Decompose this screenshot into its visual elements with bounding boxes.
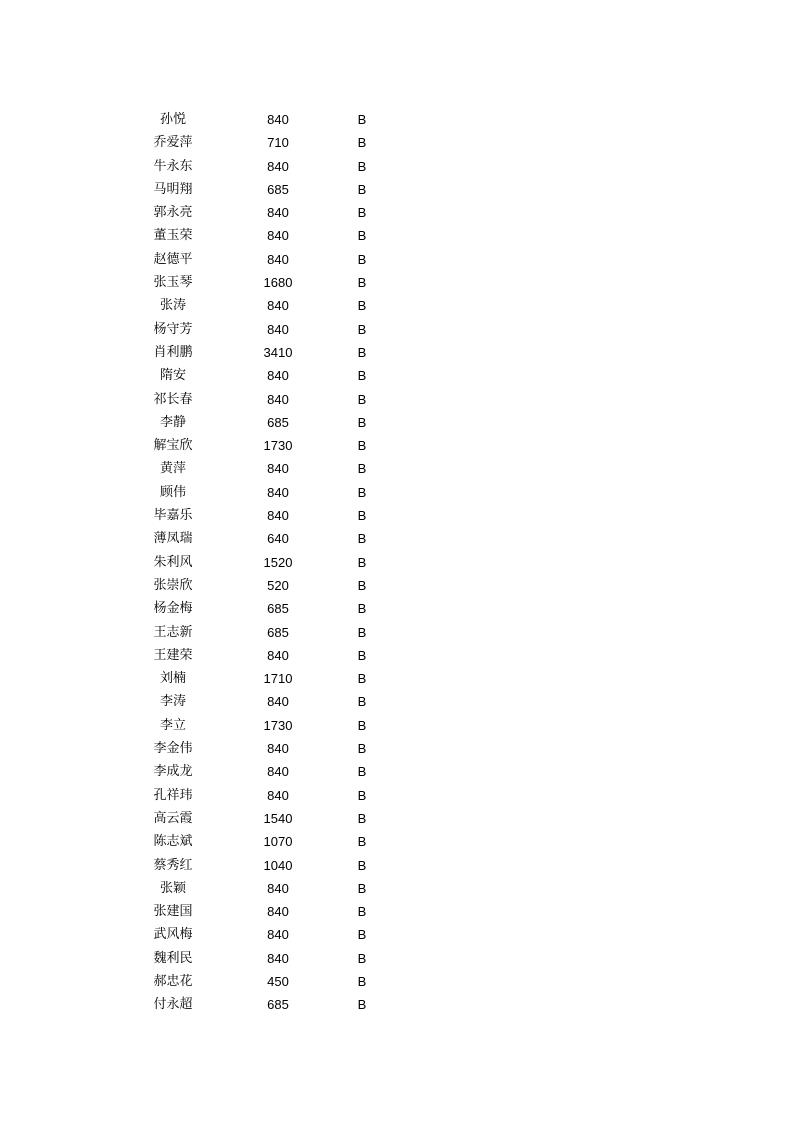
person-name-cell: 张涛	[159, 298, 186, 314]
table-row	[0, 341, 793, 364]
amount-cell: 685	[267, 601, 289, 617]
person-name-cell: 武风梅	[153, 927, 193, 943]
amount-cell: 840	[267, 321, 289, 337]
person-name-cell: 马明翔	[153, 181, 193, 197]
table-row	[0, 178, 793, 201]
person-name-cell: 高云霞	[153, 810, 193, 826]
grade-cell: B	[357, 391, 367, 407]
grade-cell: B	[357, 717, 367, 733]
amount-cell: 1730	[263, 717, 293, 733]
grade-cell: B	[357, 414, 367, 430]
amount-cell: 1710	[263, 671, 293, 687]
grade-cell: B	[357, 624, 367, 640]
grade-cell: B	[357, 694, 367, 710]
grade-cell: B	[357, 251, 367, 267]
table-row	[0, 224, 793, 247]
person-name-cell: 朱利风	[153, 554, 193, 570]
grade-cell: B	[357, 275, 367, 291]
table-row	[0, 527, 793, 550]
table-row	[0, 760, 793, 783]
amount-cell: 840	[267, 764, 289, 780]
person-name-cell: 张崇欣	[153, 577, 193, 593]
grade-cell: B	[357, 601, 367, 617]
grade-cell: B	[357, 857, 367, 873]
person-name-cell: 董玉荣	[153, 228, 193, 244]
amount-cell: 685	[267, 414, 289, 430]
table-row	[0, 737, 793, 760]
table-row	[0, 993, 793, 1016]
table-row	[0, 597, 793, 620]
person-name-cell: 王建荣	[153, 647, 193, 663]
table-row	[0, 551, 793, 574]
amount-cell: 840	[267, 112, 289, 127]
table-row	[0, 807, 793, 830]
table-row	[0, 504, 793, 527]
table-row	[0, 411, 793, 434]
amount-cell: 840	[267, 391, 289, 407]
person-name-cell: 李金伟	[153, 741, 193, 757]
amount-cell: 840	[267, 484, 289, 500]
amount-cell: 840	[267, 694, 289, 710]
grade-cell: B	[357, 950, 367, 966]
person-name-cell: 付永超	[153, 997, 193, 1013]
person-name-cell: 肖利鹏	[153, 344, 193, 360]
amount-cell: 840	[267, 741, 289, 757]
amount-cell: 840	[267, 298, 289, 314]
person-name-cell: 张玉琴	[153, 275, 193, 291]
table-row	[0, 574, 793, 597]
person-name-cell: 隋安	[159, 368, 186, 384]
person-name-cell: 祁长春	[153, 391, 193, 407]
grade-cell: B	[357, 834, 367, 850]
amount-cell: 1520	[263, 554, 293, 570]
person-name-cell: 张颖	[159, 880, 186, 896]
table-row	[0, 947, 793, 970]
person-name-cell: 李成龙	[153, 764, 193, 780]
grade-cell: B	[357, 368, 367, 384]
table-row	[0, 155, 793, 178]
table-row	[0, 108, 793, 131]
table-row	[0, 877, 793, 900]
amount-cell: 1730	[263, 438, 293, 454]
amount-cell: 1040	[263, 857, 293, 873]
amount-cell: 3410	[263, 344, 293, 360]
table-row	[0, 923, 793, 946]
amount-cell: 640	[267, 531, 289, 547]
amount-cell: 840	[267, 904, 289, 920]
person-name-cell: 杨金梅	[153, 601, 193, 617]
amount-cell: 840	[267, 205, 289, 221]
person-name-cell: 薄凤瑞	[153, 531, 193, 547]
grade-cell: B	[357, 671, 367, 687]
person-name-cell: 黄萍	[159, 461, 186, 477]
grade-cell: B	[357, 205, 367, 221]
amount-cell: 840	[267, 158, 289, 174]
grade-cell: B	[357, 647, 367, 663]
grade-cell: B	[357, 438, 367, 454]
grade-cell: B	[357, 484, 367, 500]
person-name-cell: 魏利民	[153, 950, 193, 966]
grade-cell: B	[357, 158, 367, 174]
amount-cell: 840	[267, 368, 289, 384]
amount-cell: 840	[267, 927, 289, 943]
table-row	[0, 294, 793, 317]
person-name-cell: 赵德平	[153, 251, 193, 267]
person-name-cell: 李静	[159, 414, 186, 430]
person-name-cell: 孙悦	[159, 112, 186, 127]
person-name-cell: 解宝欣	[153, 438, 193, 454]
person-name-cell: 李立	[159, 717, 186, 733]
table-row	[0, 900, 793, 923]
grade-cell: B	[357, 880, 367, 896]
table-row	[0, 271, 793, 294]
person-name-cell: 郭永亮	[153, 205, 193, 221]
amount-cell: 450	[267, 973, 289, 989]
grade-cell: B	[357, 112, 367, 127]
grade-cell: B	[357, 135, 367, 151]
grade-cell: B	[357, 461, 367, 477]
person-name-cell: 孔祥玮	[153, 787, 193, 803]
grade-cell: B	[357, 904, 367, 920]
person-name-cell: 乔爱萍	[153, 135, 193, 151]
person-name-cell: 杨守芳	[153, 321, 193, 337]
person-name-cell: 蔡秀红	[153, 857, 193, 873]
table-row	[0, 201, 793, 224]
amount-cell: 1070	[263, 834, 293, 850]
table-row	[0, 970, 793, 993]
table-row	[0, 854, 793, 877]
table-row	[0, 318, 793, 341]
person-name-cell: 张建国	[153, 904, 193, 920]
amount-cell: 520	[267, 577, 289, 593]
amount-cell: 1680	[263, 275, 293, 291]
grade-cell: B	[357, 973, 367, 989]
person-name-cell: 牛永东	[153, 158, 193, 174]
grade-cell: B	[357, 927, 367, 943]
grade-cell: B	[357, 344, 367, 360]
person-name-cell: 李涛	[159, 694, 186, 710]
amount-cell: 840	[267, 251, 289, 267]
table-row	[0, 364, 793, 387]
person-name-cell: 顾伟	[159, 484, 186, 500]
data-sheet	[0, 108, 793, 1017]
amount-cell: 840	[267, 880, 289, 896]
grade-cell: B	[357, 298, 367, 314]
table-row	[0, 784, 793, 807]
grade-cell: B	[357, 228, 367, 244]
table-row	[0, 388, 793, 411]
table-row	[0, 131, 793, 154]
table-row	[0, 714, 793, 737]
grade-cell: B	[357, 554, 367, 570]
grade-cell: B	[357, 531, 367, 547]
grade-cell: B	[357, 764, 367, 780]
table-row	[0, 481, 793, 504]
grade-cell: B	[357, 810, 367, 826]
table-row	[0, 690, 793, 713]
grade-cell: B	[357, 741, 367, 757]
table-row	[0, 644, 793, 667]
grade-cell: B	[357, 181, 367, 197]
amount-cell: 840	[267, 950, 289, 966]
person-name-cell: 陈志斌	[153, 834, 193, 850]
table-row	[0, 667, 793, 690]
person-name-cell: 王志新	[153, 624, 193, 640]
grade-cell: B	[357, 577, 367, 593]
amount-cell: 685	[267, 997, 289, 1013]
amount-cell: 840	[267, 228, 289, 244]
amount-cell: 840	[267, 647, 289, 663]
amount-cell: 1540	[263, 810, 293, 826]
table-row	[0, 621, 793, 644]
amount-cell: 710	[267, 135, 289, 151]
amount-cell: 685	[267, 181, 289, 197]
grade-cell: B	[357, 508, 367, 524]
table-row	[0, 830, 793, 853]
person-name-cell: 刘楠	[159, 671, 186, 687]
table-row	[0, 248, 793, 271]
person-name-cell: 郝忠花	[153, 973, 193, 989]
table-row	[0, 457, 793, 480]
amount-cell: 840	[267, 461, 289, 477]
amount-cell: 685	[267, 624, 289, 640]
table-row	[0, 434, 793, 457]
person-name-cell: 毕嘉乐	[153, 508, 193, 524]
amount-cell: 840	[267, 508, 289, 524]
grade-cell: B	[357, 997, 367, 1013]
amount-cell: 840	[267, 787, 289, 803]
grade-cell: B	[357, 787, 367, 803]
grade-cell: B	[357, 321, 367, 337]
